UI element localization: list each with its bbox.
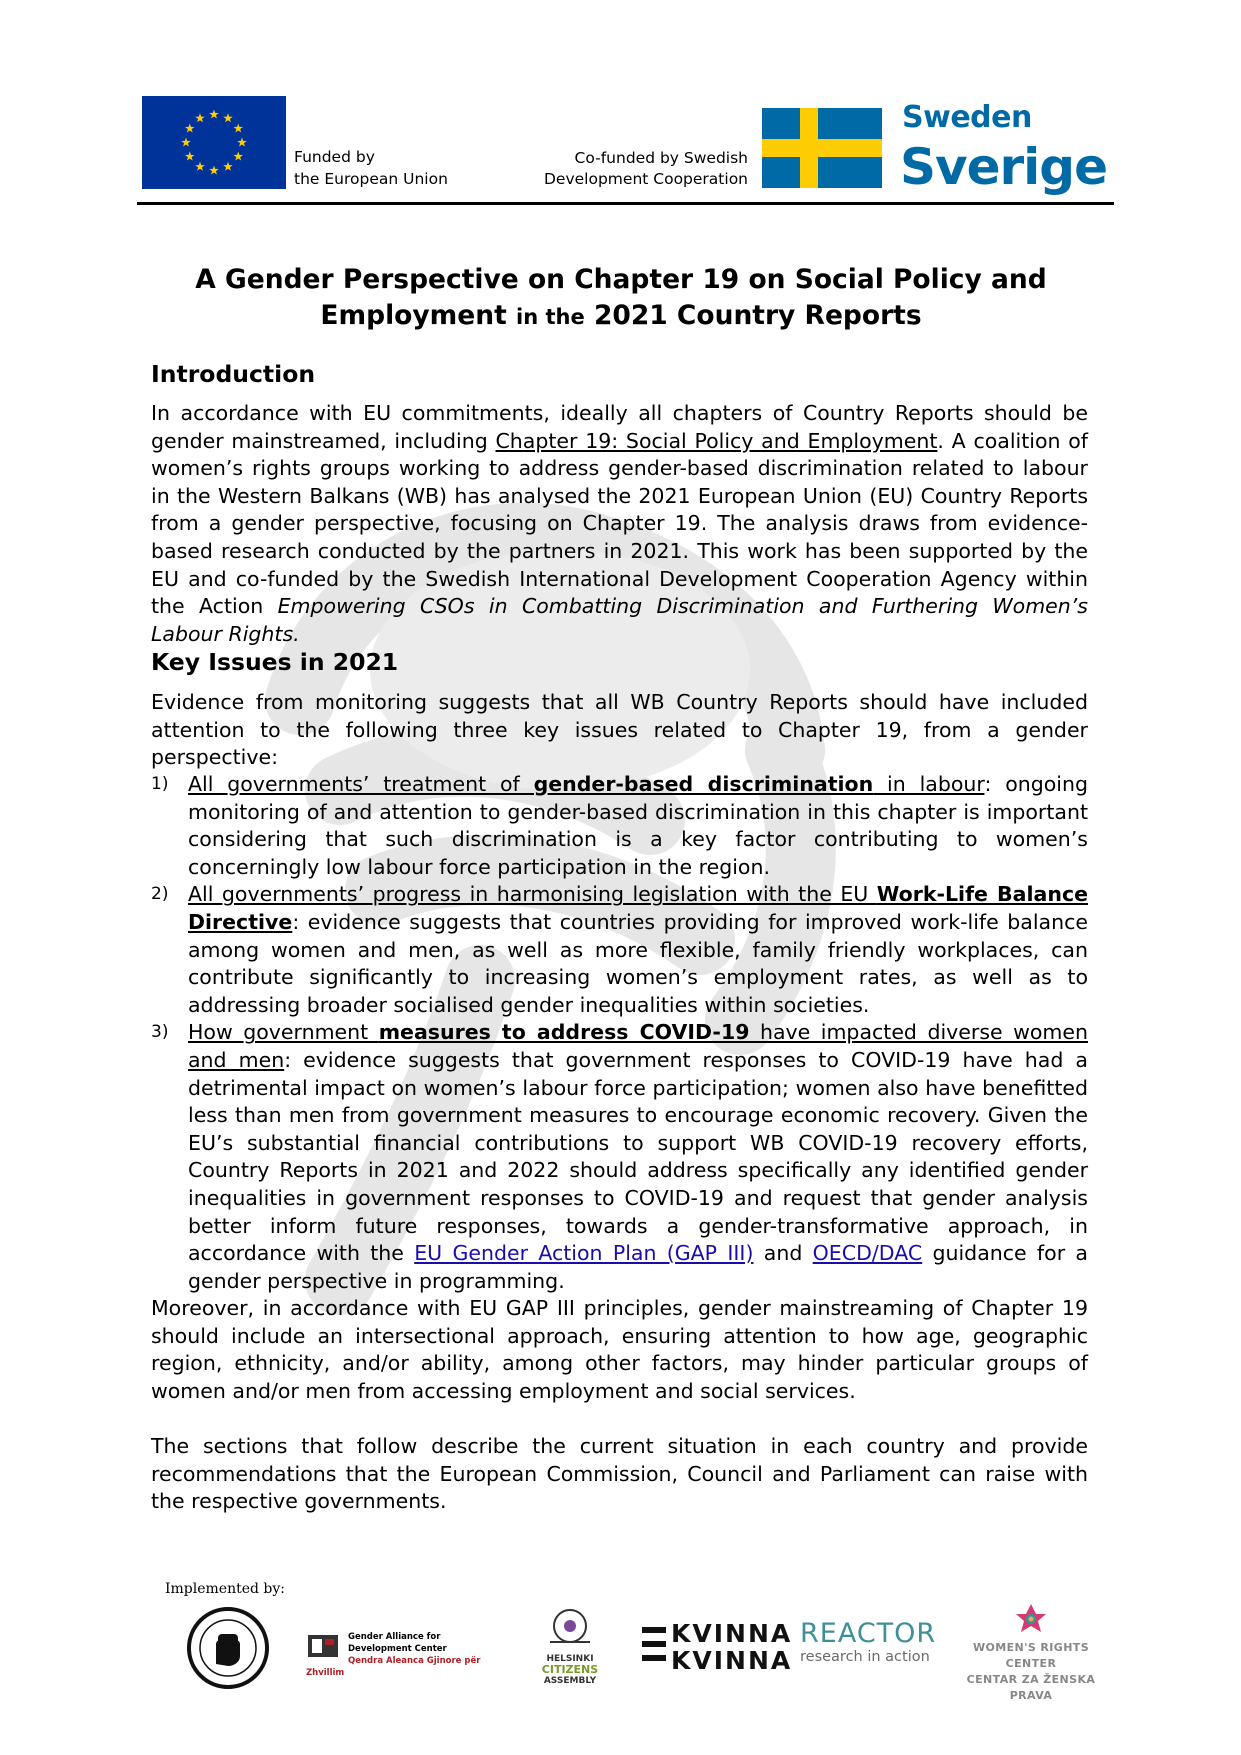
eu-star-icon [195,162,205,171]
fist-seal-logo [186,1606,270,1694]
introduction-heading: Introduction [151,360,316,388]
eu-star-icon [223,113,233,122]
sverige-wordmark: Sverige [900,138,1108,196]
eu-star-icon [181,138,191,147]
key-issues-list [151,771,1088,1295]
eu-star-icon [209,166,219,175]
list-item: 2) All governments’ progress in harmonising legislation with the EU Work-Life Balance Directive: evidence suggests that countries providing for improved work-life balance among women and men, as well as more flexible, family friendly workplaces, can contribute significantly to increasing women’s employment rates, as well as to addressing broader socialised gender inequalities within societies. [151,882,1088,1017]
helsinki-citizens-assembly-logo: HELSINKI CITIZENS ASSEMBLY [534,1606,606,1686]
sweden-wordmark: Sweden [902,100,1032,135]
header-divider [137,202,1114,205]
swedish-cofunding-note: Co-funded by Swedish Development Cooperation [544,149,748,188]
sweden-flag-logo [762,108,882,188]
eu-star-icon [237,138,247,147]
list-item: 3) How government measures to address COVID-19 have impacted diverse women and men: evidence suggests that government responses to COVID-19 have had a detrimental impact on women’s labour force participation; women also have benefitted less than men from government measures to encourage economic recovery. Given the EU’s substantial financial contributions to support WB COVID-19 recovery efforts, Country Reports in 2021 and 2022 should address specifically any identified gender inequalities in government responses to COVID-19 and request that gender analysis better inform future responses, towards a gender-transformative approach, in accordance with the EU Gender Action Plan (GAP III) and OECD/DAC guidance for a gender perspective in programming. [151,1020,1088,1293]
implemented-by-label: Implemented by: [165,1581,286,1597]
eu-star-icon [185,124,195,133]
moreover-paragraph: Moreover, in accordance with EU GAP III principles, gender mainstreaming of Chapter 19 should include an intersectional approach, ensuring attention to how age, geographic region, ethnicity, and/or ability, among other factors, may hinder particular groups of women and/or men from accessing employment and social services. [151,1296,1088,1403]
eu-star-icon [195,113,205,122]
eu-star-icon [233,124,243,133]
key-issues-heading: Key Issues in 2021 [151,648,399,676]
oecd-dac-link[interactable]: OECD/DAC [812,1241,923,1266]
chapter-19-link[interactable]: Chapter 19: Social Policy and Employment [495,428,938,453]
eu-star-icon [185,152,195,161]
eu-funding-note: Funded by the European Union [294,148,448,188]
key-issues-lead: Evidence from monitoring suggests that all WB Country Reports should have included attention to the following three key issues related to Chapter 19, from a gender perspective: [151,690,1088,770]
sections-paragraph: The sections that follow describe the current situation in each country and provide recommendations that the European Commission, Council and Parliament can raise with the respective governments. [151,1434,1088,1514]
eu-gender-action-plan-link[interactable]: EU Gender Action Plan (GAP III) [414,1241,754,1266]
eu-stars [181,110,247,175]
gadc-logo: Gender Alliance for Development Center Qendra Aleanca Gjinore për Zhvillim [306,1632,481,1678]
womens-rights-center-logo: WOMEN'S RIGHTS CENTER CENTAR ZA ŽENSKA PRAVA [956,1602,1106,1704]
reactor-logo: REACTOR research in action [800,1618,937,1665]
eu-star-icon [223,162,233,171]
introduction-paragraph: In accordance with EU commitments, ideally all chapters of Country Reports should be gender mainstreamed, including Chapter 19: Social Policy and Employment. A coalition of women’s rights groups working to address gender-based discrimination related to labour in the Western Balkans (WB) has analysed the 2021 European Union (EU) Country Reports from a gender perspective, focusing on Chapter 19. The analysis draws from evidence-based research conducted by the partners in 2021. This work has been supported by the EU and co-funded by the Swedish International Development Cooperation Agency within the Action Empowering CSOs in Combatting Discrimination and Furthering Women’s Labour Rights. [151,401,1088,646]
eu-star-icon [233,152,243,161]
list-item: 1) All governments’ treatment of gender-based discrimination in labour: ongoing monitoring of and attention to gender-based discrimination in this chapter is important considering that such discrimination is a key factor contributing to women’s concerningly low labour force participation in the region. [151,772,1088,879]
document-title: A Gender Perspective on Chapter 19 on Social Policy and Employment in the 2021 Country Reports [195,264,1047,331]
kvinna-till-kvinna-logo: KVINNA KVINNA [640,1620,792,1674]
eu-flag-logo [142,96,286,189]
eu-star-icon [209,110,219,119]
